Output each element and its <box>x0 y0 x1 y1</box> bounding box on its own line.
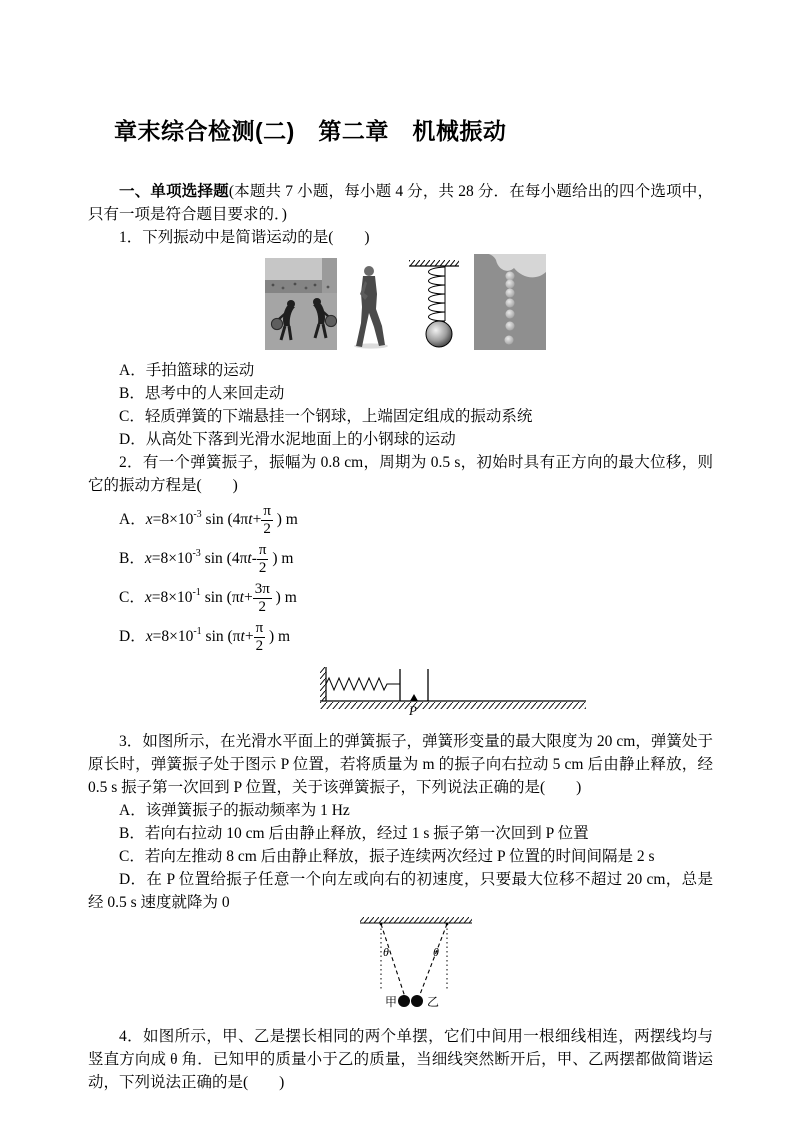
q4-figure <box>354 917 713 1020</box>
wall-hatch <box>320 667 326 701</box>
spring <box>326 678 400 690</box>
bob-yi <box>411 995 423 1007</box>
pacing-man-photo <box>348 263 394 350</box>
q1-stem: 1．下列振动中是简谐运动的是( ) <box>119 229 370 246</box>
q1-option-c: C．轻质弹簧的下端悬挂一个钢球，上端固定组成的振动系统 <box>119 408 533 425</box>
q2-options <box>88 500 713 656</box>
q1-figure-row <box>98 254 713 350</box>
theta-right-label: θ <box>433 945 439 959</box>
section-intro <box>88 180 713 226</box>
page-title: 章末综合检测(二) 第二章 机械振动 <box>114 118 507 144</box>
q4-stem: 4．如图所示，甲、乙是摆长相同的两个单摆，它们中间用一根细线相连，两摆线均与竖直方向成 θ 角．已知甲的质量小于乙的质量，当细线突然断开后，甲、乙两摆都做简谐运动，下列说法正确的是( ) <box>88 1028 713 1091</box>
q1-option-b: B．思考中的人来回走动 <box>119 385 285 402</box>
q2-option-a: A．$x=8\times 10^{-3}$ sin (4πt+ $\frac{\pi}{2}$ ) m <box>119 503 298 537</box>
fraction: $\frac{3\pi}{2}$ <box>254 581 270 615</box>
q3-stem: 3．如图所示，在光滑水平面上的弹簧振子，弹簧形变量的最大限度为 20 cm，弹簧处于原长时，弹簧振子处于图示 P 位置，若将质量为 m 的振子向右拉动 5 cm 后由静止释放，经 0.5 s 振子第一次回到 P 位置，关于该弹簧振子，下列说法正确的是( ) <box>88 733 713 796</box>
string-left <box>381 924 405 997</box>
q2-option-b: B．$x=8\times 10^{-3}$ sin (4πt- $\frac{\pi}{2}$ ) m <box>119 542 294 576</box>
fraction: $\frac{\pi}{2}$ <box>258 542 267 576</box>
horizontal-spring-oscillator-diagram <box>320 661 590 717</box>
bob-jia <box>398 995 410 1007</box>
spring-coil <box>429 267 446 321</box>
exponent: -3 <box>192 548 201 559</box>
q2-option-d: D．$x=8\times 10^{-1}$ sin (πt+ $\frac{\pi}{2}$ ) m <box>119 620 291 654</box>
q3-option-c: C．若向左推动 8 cm 后由静止释放，振子连续两次经过 P 位置的时间间隔是 2 s <box>119 848 655 865</box>
basketball <box>271 318 282 329</box>
stand-structure <box>322 258 337 293</box>
ceiling-hatch <box>409 260 459 266</box>
hanging-spring-ball-diagram <box>405 260 463 350</box>
fraction: $\frac{\pi}{2}$ <box>255 620 264 654</box>
q3-figure <box>320 661 713 724</box>
yi-label: 乙 <box>427 995 440 1009</box>
falling-ball-strobe-photo <box>474 254 546 350</box>
q1-option-d: D．从高处下落到光滑水泥地面上的小钢球的运动 <box>119 431 456 448</box>
basketball-dribbling-photo <box>265 258 337 350</box>
q3-option-a: A．该弹簧振子的振动频率为 1 Hz <box>119 802 350 819</box>
steel-ball <box>426 321 452 347</box>
position-marker <box>410 694 418 701</box>
exponent: -1 <box>192 587 201 598</box>
q2-stem: 2．有一个弹簧振子，振幅为 0.8 cm，周期为 0.5 s，初始时具有正方向的最大位移，则它的振动方程是( ) <box>88 454 713 494</box>
string-right <box>419 924 447 997</box>
exponent: -3 <box>193 509 202 520</box>
section-intro-text: (本题共 7 小题，每小题 4 分，共 28 分．在每小题给出的四个选项中，只有一项是符合题目要求的．) <box>88 183 713 223</box>
exponent: -1 <box>193 626 202 637</box>
theta-left-label: θ <box>383 945 389 959</box>
q2-option-c: C．$x=8\times 10^{-1}$ sin (πt+ $\frac{3\pi}{2}$ ) m <box>119 581 297 615</box>
q1-option-a: A．手拍篮球的运动 <box>119 362 255 379</box>
fraction: $\frac{\pi}{2}$ <box>263 503 271 537</box>
ground-hatch <box>320 702 586 709</box>
q3-option-b: B．若向右拉动 10 cm 后由静止释放，经过 1 s 振子第一次回到 P 位置 <box>119 825 589 842</box>
ceiling-hatch <box>360 917 472 923</box>
p-position-label: P <box>409 703 417 717</box>
jia-label: 甲 <box>385 995 398 1009</box>
double-pendulum-diagram <box>354 917 479 1013</box>
basketball <box>325 315 336 326</box>
section-heading: 一、单项选择题 <box>119 183 229 200</box>
q3-option-d: D．在 P 位置给振子任意一个向左或向右的初速度，只要最大位移不超过 20 cm，总是经 0.5 s 速度就降为 0 <box>88 871 713 911</box>
